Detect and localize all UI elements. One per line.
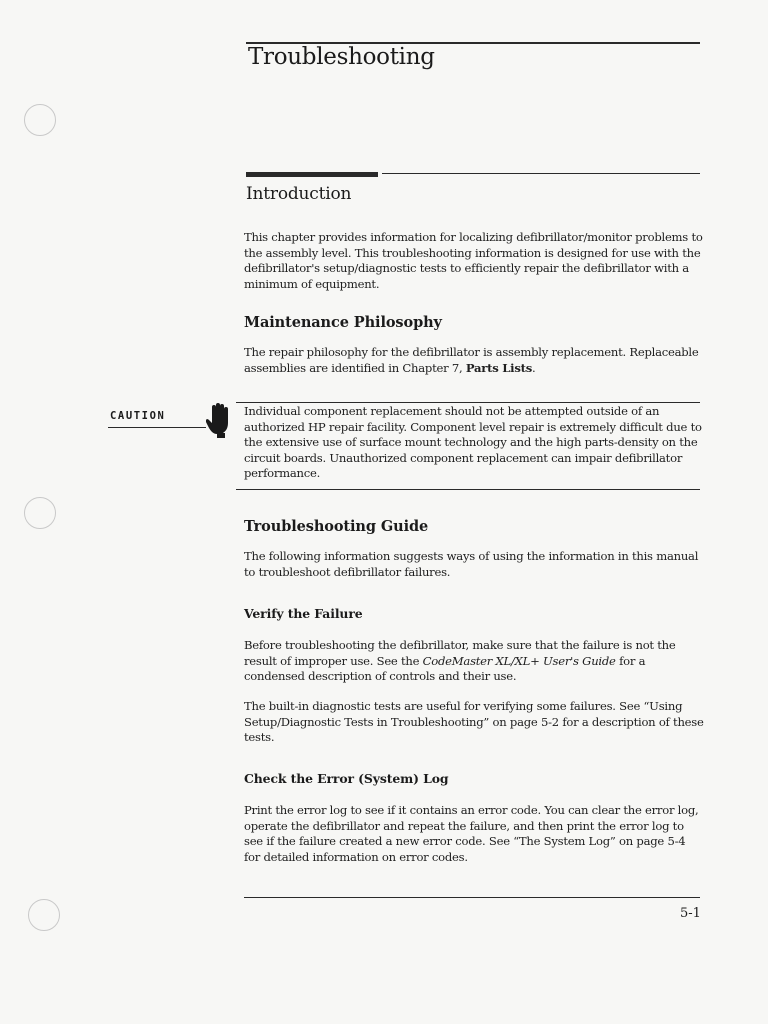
guide-paragraph: The following information suggests ways of using the information in this manual to troubleshoot defibrillator failures.: [244, 549, 699, 579]
intro-paragraph: This chapter provides information for localizing defibrillator/monitor problems to the assembly level. This troubleshooting information is designed for use with the defibrillator's setup/diagnostic tests to efficiently repair the defibrillator with a minimum of equipment.: [244, 230, 703, 291]
footer-rule: [244, 897, 700, 898]
heading-maintenance-philosophy: Maintenance Philosophy: [244, 314, 442, 331]
punch-hole-middle: [24, 497, 56, 529]
users-guide-reference: CodeMaster XL/XL+ User's Guide: [422, 653, 616, 668]
error-log-paragraph: Print the error log to see if it contains an error code. You can clear the error log, operate the defibrillator and repeat the failure, and then print the error log to see if the failure created a new error code. See “The System Log” on page 5-4 for detailed information on error codes.: [244, 803, 699, 864]
caution-top-rule: [236, 402, 700, 403]
page-number: 5-1: [680, 906, 701, 921]
verify-text-end: for a condensed description of controls and their use.: [244, 653, 646, 683]
punch-hole-bottom: [28, 899, 60, 931]
verify-paragraph-1: [244, 638, 704, 685]
caution-paragraph: Individual component replacement should not be attempted outside of an authorized HP repair facility. Component level repair is extremely difficult due to the extensive use of surface mount technology and the high parts-density on the circuit boards. Unauthorized component replacement can impair defibrillator performance.: [244, 404, 702, 480]
caution-label: CAUTION: [110, 410, 166, 422]
caution-label-underline: [108, 427, 206, 428]
section-title-introduction: Introduction: [246, 184, 352, 204]
chapter-title: Troubleshooting: [248, 44, 435, 70]
parts-lists-reference: Parts Lists: [465, 360, 532, 375]
heading-verify-failure: Verify the Failure: [244, 606, 363, 621]
caution-bottom-rule: [236, 489, 700, 490]
maintenance-text-end: .: [532, 360, 536, 375]
verify-paragraph-2: The built-in diagnostic tests are useful for verifying some failures. See “Using Setup/Diagnostic Tests in Troubleshooting” on page 5-2 for a description of these tests.: [244, 699, 704, 744]
section-rule-thick: [246, 172, 378, 177]
heading-check-error-log: Check the Error (System) Log: [244, 771, 449, 786]
heading-troubleshooting-guide: Troubleshooting Guide: [244, 518, 429, 535]
verify-text: Before troubleshooting the defibrillator, make sure that the failure is not the result of improper use. See the: [244, 638, 676, 668]
maintenance-text: The repair philosophy for the defibrillator is assembly replacement. Replaceable assemblies are identified in Chapter 7,: [244, 345, 699, 375]
maintenance-paragraph: [244, 345, 704, 376]
caution-hand-icon: [206, 403, 232, 439]
punch-hole-top: [24, 104, 56, 136]
section-rule-thin: [382, 173, 700, 174]
